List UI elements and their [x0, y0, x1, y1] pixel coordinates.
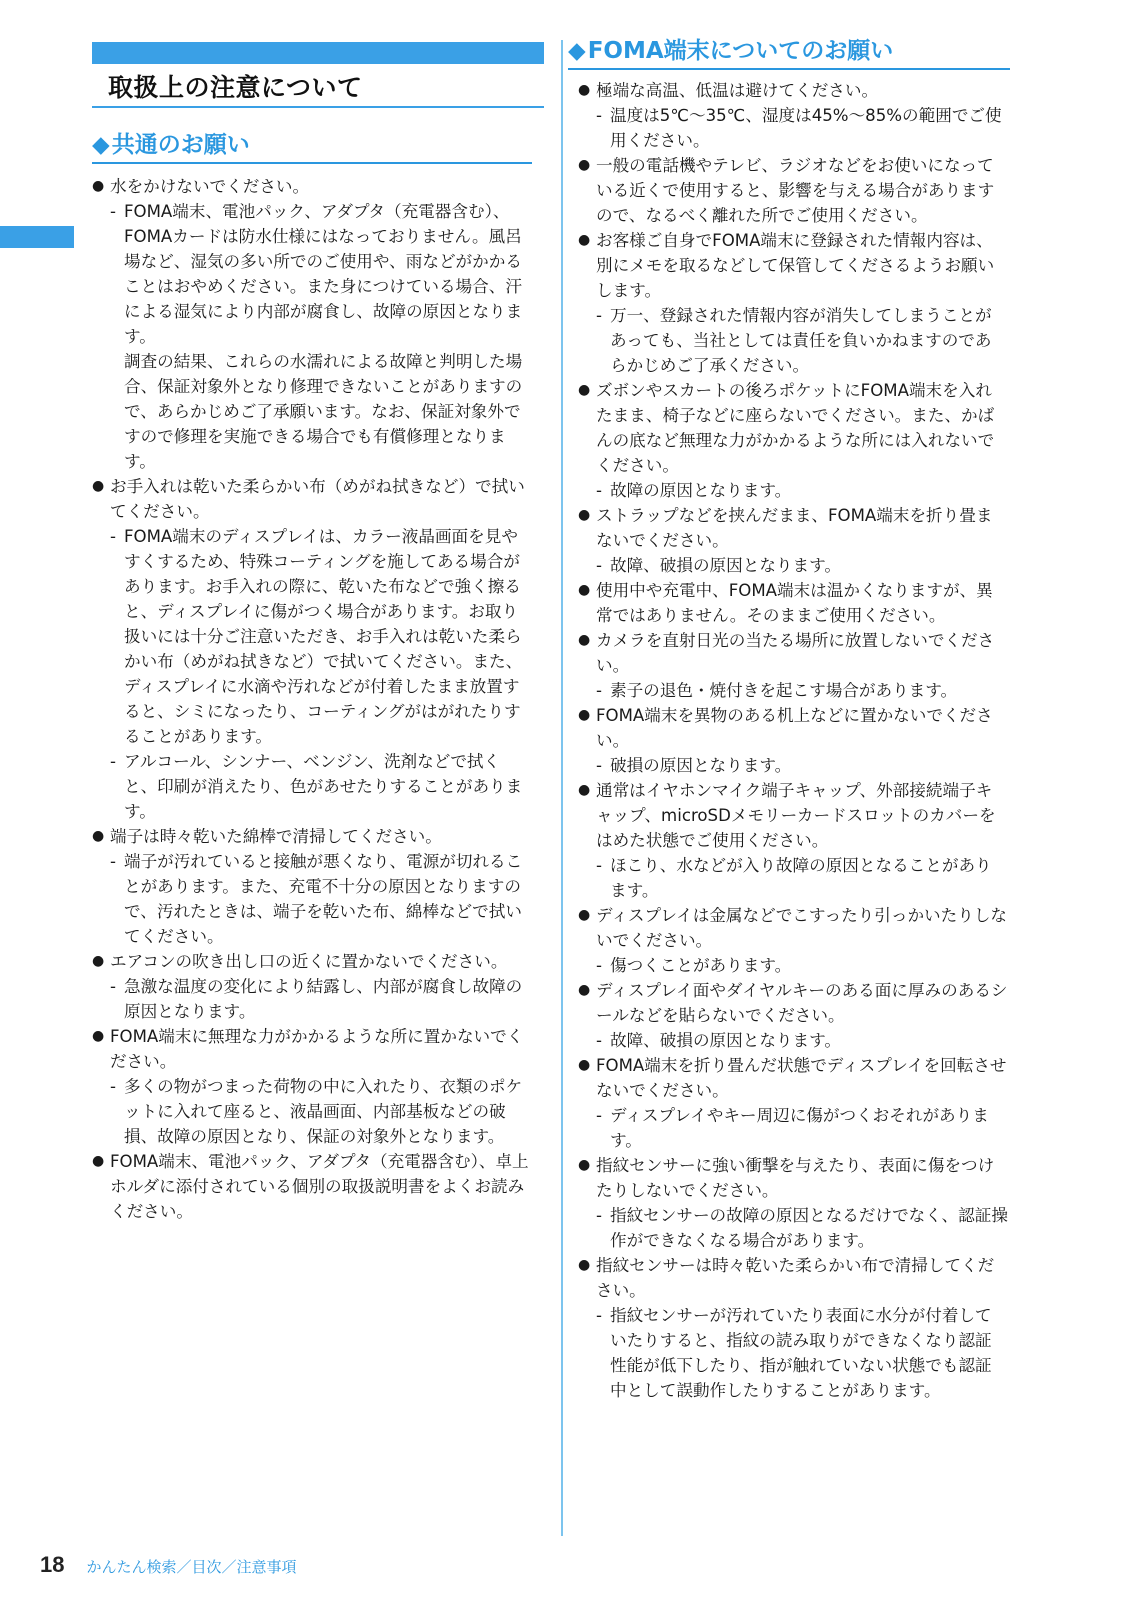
item-text: FOMA端末、電池パック、アダプタ（充電器含む）、卓上ホルダに添付されている個別の取扱説明書をよくお読みください。 [110, 1152, 529, 1221]
sub-item [596, 1303, 1008, 1403]
list-item [578, 578, 1008, 628]
section-rule-foma [568, 68, 1010, 70]
bullet-icon: ● [578, 1257, 591, 1273]
dash-marker: - [596, 1306, 602, 1325]
sub-item [596, 553, 1008, 578]
sub-item-text: 破損の原因となります。 [610, 756, 792, 775]
list-item [578, 1253, 1008, 1403]
section-title-foma-text: FOMA端末についてのお願い [587, 38, 894, 64]
item-text: 端子は時々乾いた綿棒で清掃してください。 [110, 827, 442, 846]
item-text: FOMA端末に無理な力がかかるような所に置かないでください。 [110, 1027, 524, 1071]
list-item [578, 153, 1008, 228]
list-item [92, 174, 532, 474]
dash-marker: - [596, 106, 602, 125]
bullet-icon: ● [578, 1157, 591, 1173]
item-text: 指紋センサーは時々乾いた柔らかい布で清掃してください。 [596, 1256, 995, 1300]
sub-item-text: 急激な温度の変化により結露し、内部が腐食し故障の原因となります。 [124, 977, 523, 1021]
sub-item [110, 749, 532, 824]
list-item [578, 503, 1008, 578]
list-item [92, 824, 532, 949]
item-text: 一般の電話機やテレビ、ラジオなどをお使いになっている近くで使用すると、影響を与える場合がありますので、なるべく離れた所でご使用ください。 [596, 156, 995, 225]
bullet-icon: ● [578, 982, 591, 998]
dash-marker: - [110, 752, 116, 771]
side-index-tab [0, 226, 74, 248]
sub-item-text: 素子の退色・焼付きを起こす場合があります。 [610, 681, 958, 700]
bullet-icon: ● [92, 178, 105, 194]
dash-marker: - [110, 527, 116, 546]
dash-marker: - [596, 306, 602, 325]
dash-marker: - [596, 1031, 602, 1050]
item-text: 通常はイヤホンマイク端子キャップ、外部接続端子キャップ、microSDメモリーカードスロットのカバーをはめた状態でご使用ください。 [596, 781, 996, 850]
sub-item [596, 1028, 1008, 1053]
item-text: 指紋センサーに強い衝撃を与えたり、表面に傷をつけたりしないでください。 [596, 1156, 995, 1200]
item-text: 極端な高温、低温は避けてください。 [596, 81, 879, 100]
item-text: 使用中や充電中、FOMA端末は温かくなりますが、異常ではありません。そのままご使用ください。 [596, 581, 993, 625]
dash-marker: - [596, 1106, 602, 1125]
list-item [578, 628, 1008, 703]
item-text: お客様ご自身でFOMA端末に登録された情報内容は、別にメモを取るなどして保管してくださるようお願いします。 [596, 231, 995, 300]
sub-item [596, 303, 1008, 378]
dash-marker: - [596, 556, 602, 575]
sub-item [596, 853, 1008, 903]
bullet-icon: ● [578, 782, 591, 798]
sub-item-text: ほこり、水などが入り故障の原因となることがあります。 [610, 856, 992, 900]
sub-item [596, 478, 1008, 503]
foma-notes-list [578, 78, 1008, 1403]
list-item [92, 949, 532, 1024]
bullet-icon: ● [92, 828, 105, 844]
bullet-icon: ● [92, 1028, 105, 1044]
bullet-icon: ● [578, 507, 591, 523]
sub-item-text: 傷つくことがあります。 [610, 956, 792, 975]
dash-marker: - [596, 756, 602, 775]
sub-item [110, 974, 532, 1024]
bullet-icon: ● [92, 478, 105, 494]
item-text: FOMA端末を異物のある机上などに置かないでください。 [596, 706, 993, 750]
section-rule-common [92, 162, 532, 164]
sub-item [596, 953, 1008, 978]
dash-marker: - [110, 977, 116, 996]
sub-item-text: 指紋センサーの故障の原因となるだけでなく、認証操作ができなくなる場合があります。 [610, 1206, 1008, 1250]
bullet-icon: ● [578, 82, 591, 98]
sub-item [110, 849, 532, 949]
list-item [578, 78, 1008, 153]
item-text: FOMA端末を折り畳んだ状態でディスプレイを回転させないでください。 [596, 1056, 1007, 1100]
diamond-icon: ◆ [568, 38, 586, 64]
list-item [578, 1053, 1008, 1153]
dash-marker: - [110, 852, 116, 871]
page-number: 18 [40, 1552, 65, 1577]
item-text: エアコンの吹き出し口の近くに置かないでください。 [110, 952, 508, 971]
sub-item-text: FOMA端末のディスプレイは、カラー液晶画面を見やすくするため、特殊コーティングを施してある場合があります。お手入れの際に、乾いた布などで強く擦ると、ディスプレイに傷がつく場合があります。お取り扱いには十分ご注意いただき、お手入れは乾いた柔らかい布（めがね拭きなど）で拭いてください。また、ディスプレイに水滴や汚れなどが付着したまま放置すると、シミになったり、コーティングがはがれたりすることがあります。 [124, 527, 523, 746]
item-text: カメラを直射日光の当たる場所に放置しないでください。 [596, 631, 995, 675]
column-divider [561, 40, 563, 1536]
sub-item-text: 多くの物がつまった荷物の中に入れたり、衣類のポケットに入れて座ると、液晶画面、内部基板などの破損、故障の原因となり、保証の対象外となります。 [124, 1077, 523, 1146]
sub-item-text: 端子が汚れていると接触が悪くなり、電源が切れることがあります。また、充電不十分の原因となりますので、汚れたときは、端子を乾いた布、綿棒などで拭いてください。 [124, 852, 523, 946]
sub-item-text: 故障の原因となります。 [610, 481, 792, 500]
sub-item-text: 万一、登録された情報内容が消失してしまうことがあっても、当社としては責任を負いかねますのであらかじめご了承ください。 [610, 306, 992, 375]
item-note: 調査の結果、これらの水濡れによる故障と判明した場合、保証対象外となり修理できないことがありますので、あらかじめご了承願います。なお、保証対象外ですので修理を実施できる場合でも有償修理となります。 [124, 352, 523, 471]
sub-item-text: FOMA端末、電池パック、アダプタ（充電器含む）、FOMAカードは防水仕様にはなっておりません。風呂場など、湿気の多い所でのご使用や、雨などがかかることはおやめください。また身につけている場合、汗による湿気により内部が腐食し、故障の原因となります。 [124, 202, 523, 346]
dash-marker: - [596, 956, 602, 975]
list-item [578, 778, 1008, 903]
dash-marker: - [596, 856, 602, 875]
item-text: 水をかけないでください。 [110, 177, 310, 196]
list-item [578, 1153, 1008, 1253]
item-text: お手入れは乾いた柔らかい布（めがね拭きなど）で拭いてください。 [110, 477, 525, 521]
list-item [578, 903, 1008, 978]
bullet-icon: ● [578, 907, 591, 923]
sub-item-text: 故障、破損の原因となります。 [610, 556, 841, 575]
sub-item [110, 199, 532, 349]
dash-marker: - [596, 681, 602, 700]
bullet-icon: ● [578, 1057, 591, 1073]
sub-item [110, 524, 532, 749]
bullet-icon: ● [578, 707, 591, 723]
section-title-common [92, 126, 250, 159]
sub-item [596, 753, 1008, 778]
list-item [578, 228, 1008, 378]
bullet-icon: ● [578, 582, 591, 598]
sub-item-text: ディスプレイやキー周辺に傷がつくおそれがあります。 [610, 1106, 989, 1150]
item-text: ディスプレイ面やダイヤルキーのある面に厚みのあるシールなどを貼らないでください。 [596, 981, 1008, 1025]
list-item [92, 1024, 532, 1149]
page-footer [40, 1552, 297, 1578]
dash-marker: - [110, 1077, 116, 1096]
diamond-icon: ◆ [92, 132, 110, 158]
list-item [578, 703, 1008, 778]
common-notes-list [92, 174, 532, 1224]
dash-marker: - [596, 1206, 602, 1225]
bullet-icon: ● [92, 953, 105, 969]
bullet-icon: ● [578, 632, 591, 648]
page-title-banner [92, 42, 544, 64]
list-item [92, 474, 532, 824]
sub-item-text: 故障、破損の原因となります。 [610, 1031, 841, 1050]
bullet-icon: ● [92, 1153, 105, 1169]
item-text: ズボンやスカートの後ろポケットにFOMA端末を入れたまま、椅子などに座らないでください。また、かばんの底など無理な力がかかるような所には入れないでください。 [596, 381, 995, 475]
item-text: ストラップなどを挟んだまま、FOMA端末を折り畳まないでください。 [596, 506, 993, 550]
sub-item-text: 指紋センサーが汚れていたり表面に水分が付着していたりすると、指紋の読み取りができなくなり認証性能が低下したり、指が触れていない状態でも認証中として誤動作したりすることがあります。 [610, 1306, 992, 1400]
sub-item-text: 温度は5℃～35℃、湿度は45%～85%の範囲でご使用ください。 [610, 106, 1002, 150]
section-title-foma [568, 32, 893, 65]
bullet-icon: ● [578, 232, 591, 248]
list-item [92, 1149, 532, 1224]
sub-item [596, 103, 1008, 153]
sub-item [596, 1103, 1008, 1153]
section-title-common-text: 共通のお願い [111, 132, 250, 158]
page-title-rule [92, 106, 544, 108]
sub-item-text: アルコール、シンナー、ベンジン、洗剤などで拭くと、印刷が消えたり、色があせたりすることがあります。 [124, 752, 523, 821]
list-item [578, 978, 1008, 1053]
page-title: 取扱上の注意について [108, 73, 363, 102]
breadcrumb[interactable]: かんたん検索／目次／注意事項 [86, 1558, 297, 1576]
sub-item [110, 1074, 532, 1149]
list-item [578, 378, 1008, 503]
sub-item [596, 678, 1008, 703]
bullet-icon: ● [578, 382, 591, 398]
dash-marker: - [110, 202, 116, 221]
sub-item [596, 1203, 1008, 1253]
item-text: ディスプレイは金属などでこすったり引っかいたりしないでください。 [596, 906, 1008, 950]
dash-marker: - [596, 481, 602, 500]
bullet-icon: ● [578, 157, 591, 173]
